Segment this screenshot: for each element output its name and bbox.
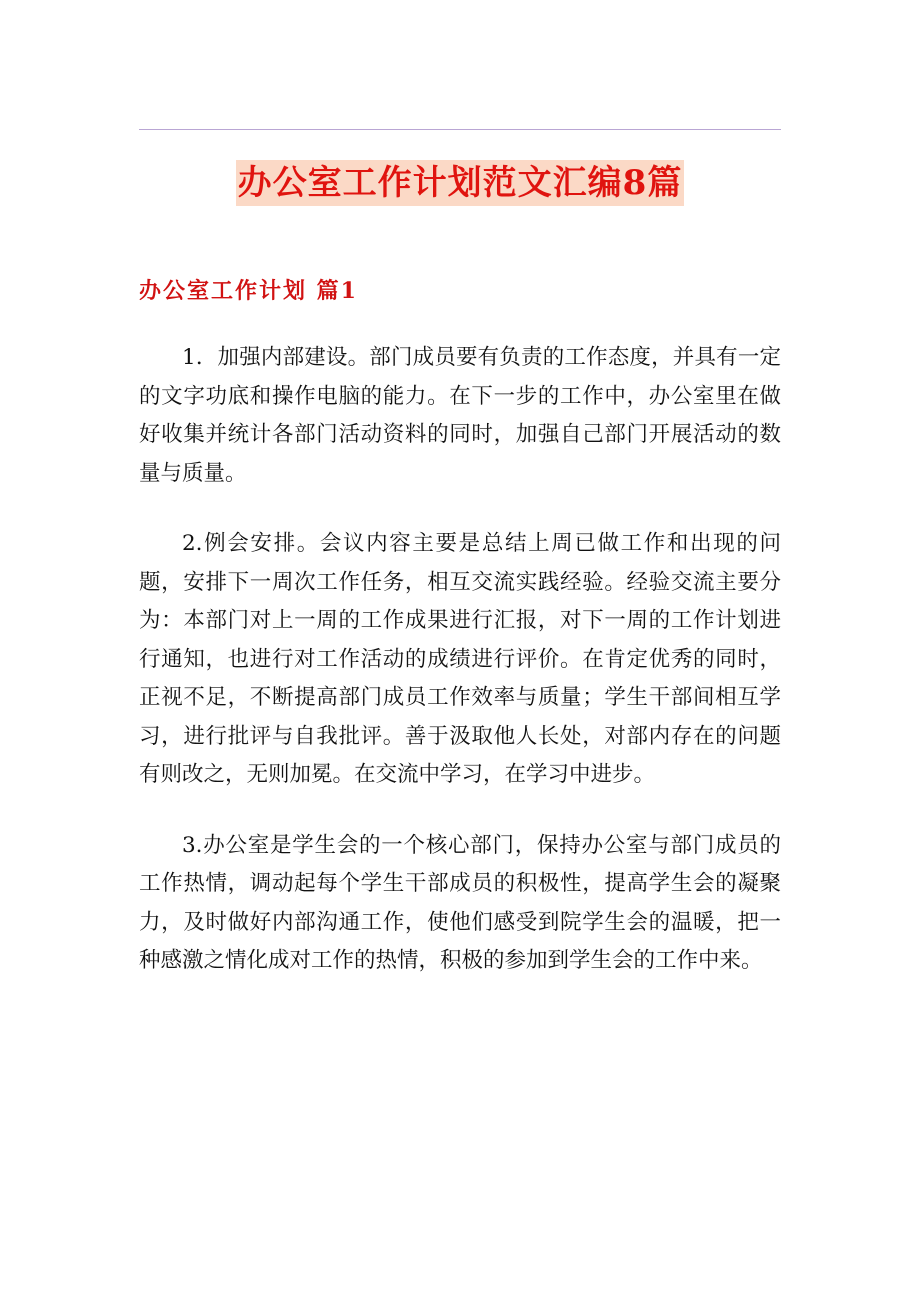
section-heading: 办公室工作计划 篇1: [139, 278, 358, 304]
title-container: [0, 160, 920, 206]
document-title: 办公室工作计划范文汇编8篇: [236, 160, 685, 206]
paragraph-1: 1．加强内部建设。部门成员要有负责的工作态度，并具有一定的文字功底和操作电脑的能力。在下一步的工作中，办公室里在做好收集并统计各部门活动资料的同时，加强自己部门开展活动的数量与质量。: [139, 345, 781, 486]
header-rule: [139, 129, 781, 130]
section-body: [139, 339, 781, 1013]
paragraph-2: 2.例会安排。会议内容主要是总结上周已做工作和出现的问题，安排下一周次工作任务，相互交流实践经验。经验交流主要分为：本部门对上一周的工作成果进行汇报，对下一周的工作计划进行通知，也进行对工作活动的成绩进行评价。在肯定优秀的同时，正视不足，不断提高部门成员工作效率与质量；学生干部间相互学习，进行批评与自我批评。善于汲取他人长处，对部内存在的问题有则改之，无则加冕。在交流中学习，在学习中进步。: [139, 531, 781, 787]
paragraph-3: 3.办公室是学生会的一个核心部门，保持办公室与部门成员的工作热情，调动起每个学生干部成员的积极性，提高学生会的凝聚力，及时做好内部沟通工作，使他们感受到院学生会的温暖，把一种感激之情化成对工作的热情，积极的参加到学生会的工作中来。: [139, 832, 781, 973]
